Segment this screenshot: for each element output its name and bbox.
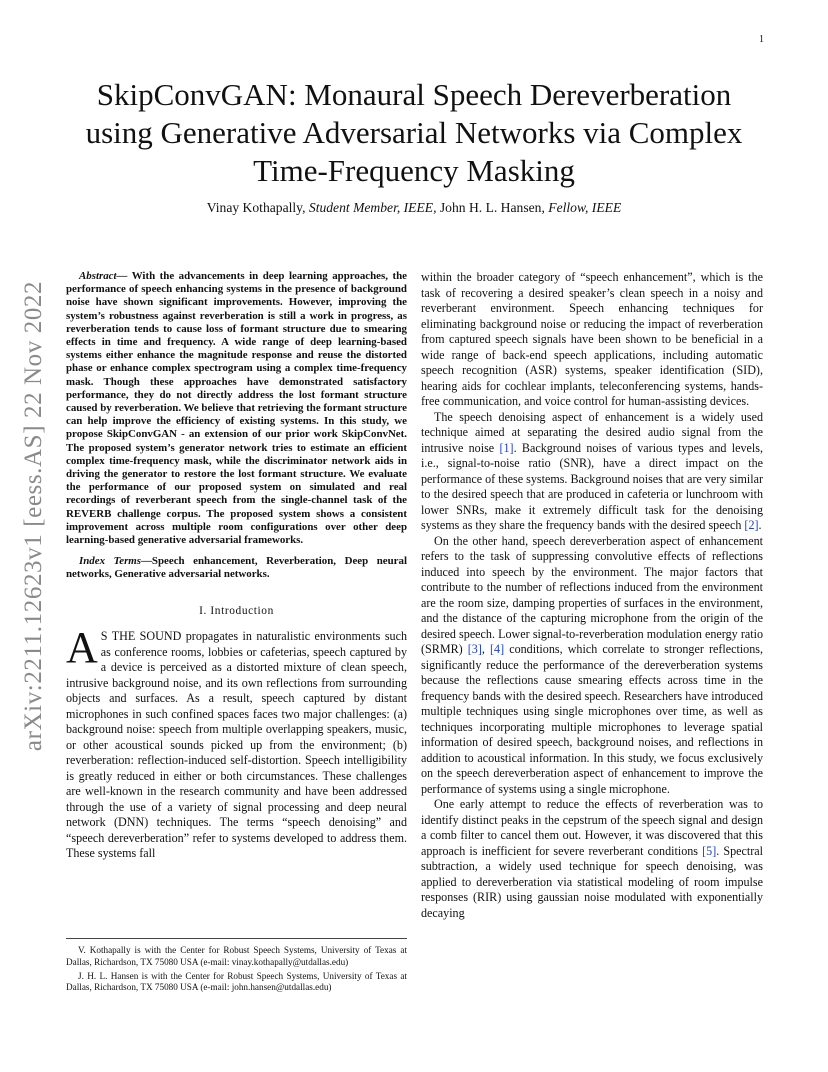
right-paragraph-2 [421, 410, 763, 534]
intro-paragraph-1 [66, 623, 407, 862]
dropcap-letter: A [66, 623, 98, 673]
intro-paragraph-1-text: S THE SOUND propagates in naturalistic environments such as conference rooms, lobbies or cafeterias, speech captured by a device is perceived as a distorted mixture of clean speech, intrusive background noise, and its own reflections from surrounding objects and surfaces. As a result, speech captured by distant microphones in such confined spaces faces two major challenges: (a) background noise: speech from multiple overlapping speakers, music, or other acoustical sounds picked up from the environment; (b) reverberation: reflection-induced self-distortion. Speech intelligibility is greatly reduced in either or both circumstances. These challenges are well-known in the research community and have been addressed through the use of a variety of signal processing and deep neural network (DNN) techniques. The terms “speech denoising” and “speech dereverberation” refer to systems developed to address them. These systems fall [66, 629, 407, 861]
right-paragraph-3 [421, 534, 763, 798]
paragraph-text: , [481, 642, 490, 656]
author-role-2: Fellow, IEEE [548, 200, 622, 215]
arxiv-stamp [14, 266, 54, 766]
section-heading-introduction: I. Introduction [199, 604, 274, 617]
footnotes [66, 938, 407, 994]
right-column [421, 270, 763, 921]
paragraph-text: . [758, 518, 762, 532]
page-number: 1 [759, 34, 764, 45]
index-terms-text: —Speech enhancement, Reverberation, Deep neural networks, Generative adversarial networks. [66, 555, 407, 581]
paragraph-text: The speech denoising aspect of enhancement is a widely used technique aimed at separating the desired audio signal from the intrusive noise [421, 409, 763, 455]
right-paragraph-4 [421, 797, 763, 921]
paragraph-text: conditions, which correlate to stronger reflections, significantly reduce the performance of the dereverberation systems because the reflections cause smearing effects across time in the frequency bands with the desired speech. Researchers have introduced multiple techniques using single microphones over time, as well as techniques incorporating multiple microphones to leverage spatial information of desired speech, background noises, and reflections in addition to acoustical information. In this study, we focus exclusively on the speech dereverberation aspect of enhancement to improve the performance of systems using a single microphone. [421, 642, 764, 796]
index-terms [66, 555, 407, 581]
citation-link[interactable]: [4] [490, 642, 505, 656]
arxiv-stamp-text: arXiv:2211.12623v1 [eess.AS] 22 Nov 2022 [20, 280, 48, 752]
abstract-label: Abstract— [79, 270, 128, 282]
citation-link[interactable]: [3] [467, 642, 482, 656]
right-paragraph-1: within the broader category of “speech enhancement”, which is the task of recovering a desired speaker’s clean speech in a noisy and reverberant environment. Speech enhancing techniques for eliminating background noise or reducing the impact of reverberation from captured speech signals have been shown to be beneficial in a wide range of back-end speech applications, including automatic speech recognition (ASR) systems, speaker identification (SID), hearing aids for cochlear implants, teleconferencing systems, hands-free communication, and voice control for human-assisting devices. [421, 270, 763, 408]
author-line [60, 199, 768, 216]
citation-link[interactable]: [2] [744, 518, 759, 532]
author-name-2: John H. L. Hansen, [439, 200, 545, 215]
footnote-author-2: J. H. L. Hansen is with the Center for Robust Speech Systems, University of Texas at Dallas, Richardson, TX 75080 USA (e-mail: john.hansen@utdallas.edu) [66, 970, 407, 993]
citation-link[interactable]: [5] [702, 843, 717, 858]
author-name-1: Vinay Kothapally, [206, 200, 306, 215]
author-role-1: Student Member, IEEE, [308, 200, 437, 215]
paragraph-text: . Spectral subtraction, a widely used technique for speech denoising, was applied to dereverberation via statistical modeling of room impulse responses (RIR) using gaussian noise modulated with exponentially decaying [421, 843, 764, 920]
paragraph-text: . Background noises of various types and levels, i.e., signal-to-noise ratio (SNR), have a direct impact on the performance of these systems. Background noises that are very similar to the desired speech that are produced in cafeteria or lunchroom with lower SNRs, make it extremely difficult task for the denoising systems as they share the frequency bands with the desired speech [421, 440, 763, 532]
index-terms-label: Index Terms [79, 555, 142, 568]
abstract [66, 270, 407, 547]
footnote-author-1: V. Kothapally is with the Center for Robust Speech Systems, University of Texas at Dallas, Richardson, TX 75080 USA (e-mail: vinay.kothapally@utdallas.edu) [66, 945, 407, 967]
citation-link[interactable]: [1] [499, 440, 514, 455]
paper-title: SkipConvGAN: Monaural Speech Dereverberation using Generative Adversarial Networks via Complex Time-Frequency Masking [85, 77, 743, 188]
left-column [66, 270, 407, 862]
paragraph-text: On the other hand, speech dereverberation aspect of enhancement refers to the task of suppressing convolutive effects of reflections induced into speech by the environment. The major factors that contribute to the number of reflections induced from the environment are the room size, damping properties of surfaces in the environment, and the distance of the capturing microphone from the origin of the desired speech. Lower signal-to-reverberation modulation energy ratio (SRMR) [421, 533, 763, 656]
paragraph-text: One early attempt to reduce the effects of reverberation was to identify distinct peaks in the cepstrum of the speech signal and design a comb filter to cancel them out. However, it was discovered that this approach is inefficient for severe reverberant conditions [421, 797, 763, 858]
abstract-text: With the advancements in deep learning approaches, the performance of speech enhancing systems in the presence of background noise have shown significant improvements. However, improving the system’s robustness against reverberation is still a work in progress, as reverberation tends to cause loss of formant structure due to smearing effects in time and frequency. A wide range of deep learning-based systems either enhance the magnitude response and reuse the distorted phase or enhance complex spectrogram using a complex time-frequency mask. Though these approaches have demonstrated satisfactory performance, they do not directly address the lost formant structure caused by reverberation. We believe that retrieving the formant structure can help improve the efficiency of existing systems. In this study, we propose SkipConvGAN - an extension of our prior work SkipConvNet. The proposed system’s generator network tries to estimate an efficient complex time-frequency mask, while the discriminator network aids in driving the generator to restore the lost formant structure. We evaluate the performance of our proposed system on simulated and real recordings of reverberant speech from the single-channel task of the REVERB challenge corpus. The proposed system shows a consistent improvement across multiple room configurations over other deep learning-based generative adversarial frameworks. [66, 270, 407, 547]
